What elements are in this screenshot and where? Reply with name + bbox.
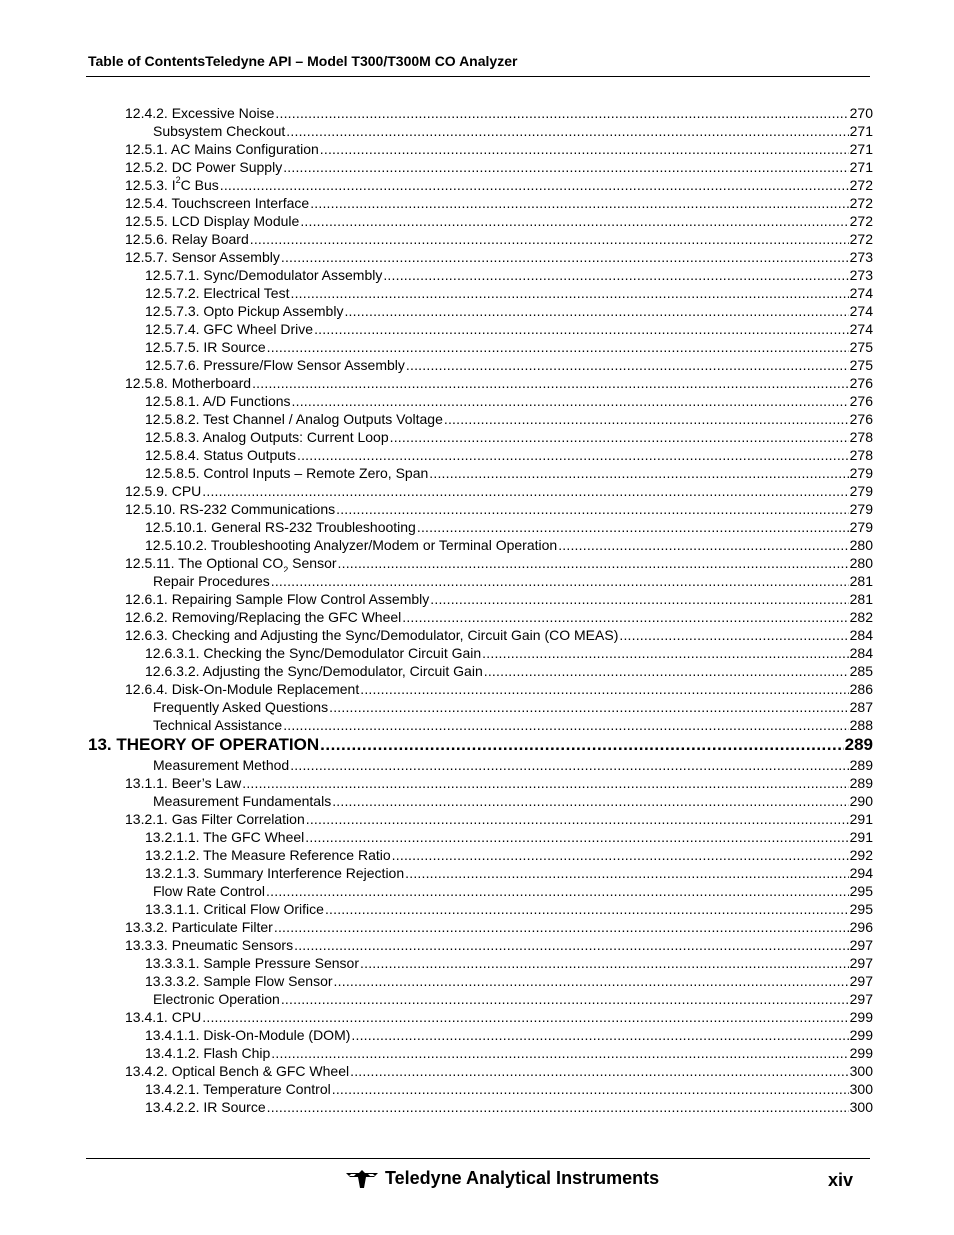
- toc-entry[interactable]: [145, 1026, 873, 1044]
- toc-page-number: 297: [849, 955, 873, 971]
- toc-entry-title: 13.4.1.2. Flash Chip: [145, 1045, 271, 1061]
- toc-entry[interactable]: [125, 176, 873, 194]
- toc-entry-title: 12.5.6. Relay Board: [125, 231, 249, 247]
- toc-entry[interactable]: [125, 1062, 873, 1080]
- toc-entry-title: 12.4.2. Excessive Noise: [125, 105, 275, 121]
- page-number: xiv: [828, 1170, 854, 1190]
- toc-entry[interactable]: [145, 446, 873, 464]
- toc-entry[interactable]: [145, 356, 873, 374]
- toc-entry-title: 13.4.2. Optical Bench & GFC Wheel: [125, 1063, 350, 1079]
- toc-entry[interactable]: [125, 104, 873, 122]
- toc-entry-title: 13.2.1. Gas Filter Correlation: [125, 811, 305, 827]
- dot-leader: [305, 828, 848, 846]
- toc-entry[interactable]: [125, 482, 873, 500]
- toc-page-number: 270: [849, 105, 873, 121]
- toc-page-number: 281: [849, 573, 873, 589]
- toc-entry-title: 12.5.9. CPU: [125, 483, 202, 499]
- toc-page-number: 295: [849, 901, 873, 917]
- toc-page-number: 278: [849, 429, 873, 445]
- dot-leader: [266, 882, 849, 900]
- toc-entry-title: 12.6.3. Checking and Adjusting the Sync/Demodulator, Circuit Gain (CO MEAS): [125, 627, 619, 643]
- toc-entry[interactable]: [125, 230, 873, 248]
- header-divider: [86, 76, 870, 77]
- toc-entry[interactable]: [125, 626, 873, 644]
- toc-page-number: 289: [849, 775, 873, 791]
- toc-page-number: 292: [849, 847, 873, 863]
- toc-entry[interactable]: [145, 518, 873, 536]
- dot-leader: [484, 662, 849, 680]
- toc-entry[interactable]: [125, 194, 873, 212]
- toc-entry[interactable]: [125, 918, 873, 936]
- toc-page-number: 272: [849, 213, 873, 229]
- dot-leader: [334, 972, 849, 990]
- dot-leader: [267, 1098, 849, 1116]
- toc-page-number: 279: [849, 519, 873, 535]
- toc-entry[interactable]: [145, 864, 873, 882]
- toc-entry-title: 12.5.8.3. Analog Outputs: Current Loop: [145, 429, 389, 445]
- toc-entry-title: Technical Assistance: [153, 717, 283, 733]
- dot-leader: [406, 356, 849, 374]
- toc-entry-title: 13.3.1.1. Critical Flow Orifice: [145, 901, 324, 917]
- toc-entry-title: 12.5.7.6. Pressure/Flow Sensor Assembly: [145, 357, 405, 373]
- toc-page-number: 297: [849, 973, 873, 989]
- toc-entry[interactable]: [125, 554, 873, 572]
- dot-leader: [306, 810, 849, 828]
- toc-page-number: 281: [849, 591, 873, 607]
- toc-entry[interactable]: [145, 846, 873, 864]
- toc-page-number: 290: [849, 793, 873, 809]
- toc-entry-title: 13.3.2. Particulate Filter: [125, 919, 273, 935]
- toc-entry[interactable]: [145, 320, 873, 338]
- toc-entry[interactable]: [153, 716, 873, 734]
- toc-entry-title: Flow Rate Control: [153, 883, 266, 899]
- dot-leader: [325, 900, 849, 918]
- toc-page-number: 299: [849, 1045, 873, 1061]
- dot-leader: [344, 302, 848, 320]
- dot-leader: [242, 774, 848, 792]
- toc-entry-title: 12.5.2. DC Power Supply: [125, 159, 283, 175]
- toc-page-number: 276: [849, 393, 873, 409]
- toc-page-number: 294: [849, 865, 873, 881]
- toc-entry[interactable]: [145, 972, 873, 990]
- toc-page-number: 278: [849, 447, 873, 463]
- toc-entry[interactable]: [145, 302, 873, 320]
- dot-leader: [360, 680, 848, 698]
- toc-page-number: 291: [849, 829, 873, 845]
- toc-page-number: 274: [849, 285, 873, 301]
- toc-page-number: 272: [849, 195, 873, 211]
- toc-page-number: 284: [849, 627, 873, 643]
- toc-entry[interactable]: [145, 662, 873, 680]
- dot-leader: [338, 554, 849, 572]
- dot-leader: [310, 194, 848, 212]
- toc-entry-title: 12.5.3. $I^2C$ Bus: [125, 176, 219, 193]
- dot-leader: [320, 140, 849, 158]
- toc-entry-title: 12.5.1. AC Mains Configuration: [125, 141, 319, 157]
- toc-entry-title: Electronic Operation: [153, 991, 280, 1007]
- toc-entry[interactable]: [153, 792, 873, 810]
- dot-leader: [290, 756, 848, 774]
- dot-leader: [271, 572, 849, 590]
- dot-leader: [290, 284, 848, 302]
- toc-entry[interactable]: [125, 500, 873, 518]
- dot-leader: [390, 428, 849, 446]
- dot-leader: [202, 482, 848, 500]
- toc-entry[interactable]: [145, 338, 873, 356]
- teledyne-logo-icon: [345, 1169, 379, 1189]
- toc-page-number: 285: [849, 663, 873, 679]
- dot-leader: [292, 392, 849, 410]
- toc-entry[interactable]: [145, 828, 873, 846]
- dot-leader: [430, 590, 848, 608]
- toc-entry[interactable]: [125, 1008, 873, 1026]
- toc-entry[interactable]: [153, 990, 873, 1008]
- toc-page-number: 291: [849, 811, 873, 827]
- toc-page-number: 272: [849, 231, 873, 247]
- dot-leader: [274, 918, 849, 936]
- toc-page-number: 297: [849, 991, 873, 1007]
- toc-entry[interactable]: [125, 608, 873, 626]
- toc-page-number: 271: [849, 159, 873, 175]
- toc-entry-title: 12.5.8.2. Test Channel / Analog Outputs Voltage: [145, 411, 443, 427]
- toc-entry[interactable]: [145, 464, 873, 482]
- toc-entry[interactable]: [153, 882, 873, 900]
- dot-leader: [314, 320, 849, 338]
- toc-entry-title: Frequently Asked Questions: [153, 699, 329, 715]
- toc-entry[interactable]: [125, 680, 873, 698]
- toc-entry-title: 13.3.3.2. Sample Flow Sensor: [145, 973, 333, 989]
- dot-leader: [271, 1044, 848, 1062]
- toc-entry-title: 12.6.3.2. Adjusting the Sync/Demodulator, Circuit Gain: [145, 663, 483, 679]
- toc-entry[interactable]: [145, 410, 873, 428]
- toc-entry-title: 13.3.3.1. Sample Pressure Sensor: [145, 955, 360, 971]
- dot-leader: [286, 122, 848, 140]
- toc-page-number: 276: [849, 411, 873, 427]
- toc-entry-title: 12.5.7.4. GFC Wheel Drive: [145, 321, 314, 337]
- toc-entry-title: Measurement Fundamentals: [153, 793, 332, 809]
- toc-entry[interactable]: [145, 536, 873, 554]
- toc-entry-title: 12.6.2. Removing/Replacing the GFC Wheel: [125, 609, 402, 625]
- toc-entry-title: 13.2.1.3. Summary Interference Rejection: [145, 865, 405, 881]
- toc-page-number: 289: [849, 757, 873, 773]
- toc-entry[interactable]: [125, 936, 873, 954]
- toc-entry-title: 12.5.7. Sensor Assembly: [125, 249, 280, 265]
- toc-page-number: 271: [849, 123, 873, 139]
- toc-entry-title: 12.5.7.3. Opto Pickup Assembly: [145, 303, 344, 319]
- toc-page-number: 287: [849, 699, 873, 715]
- toc-page-number: 273: [849, 249, 873, 265]
- toc-entry-title: 13.4.2.1. Temperature Control: [145, 1081, 331, 1097]
- toc-page-number: 300: [849, 1081, 873, 1097]
- dot-leader: [332, 792, 848, 810]
- footer: [345, 1168, 659, 1189]
- toc-entry-title: 12.6.3.1. Checking the Sync/Demodulator Circuit Gain: [145, 645, 482, 661]
- toc-entry-title: Subsystem Checkout: [153, 123, 286, 139]
- dot-leader: [417, 518, 849, 536]
- toc-chapter-entry[interactable]: [88, 734, 873, 756]
- dot-leader: [275, 104, 848, 122]
- toc-entry[interactable]: [145, 1080, 873, 1098]
- toc-page-number: 279: [849, 501, 873, 517]
- dot-leader: [360, 954, 849, 972]
- dot-leader: [444, 410, 849, 428]
- toc-entry-title: 13. THEORY OF OPERATION: [88, 735, 320, 754]
- toc-entry-title: 12.6.1. Repairing Sample Flow Control Assembly: [125, 591, 430, 607]
- toc-entry-title: 12.5.8. Motherboard: [125, 375, 252, 391]
- toc-entry[interactable]: [125, 810, 873, 828]
- dot-leader: [294, 936, 849, 954]
- toc-entry-title: 12.5.7.5. IR Source: [145, 339, 266, 355]
- toc-page-number: 300: [849, 1063, 873, 1079]
- dot-leader: [619, 626, 848, 644]
- toc-page-number: 272: [849, 177, 873, 193]
- dot-leader: [482, 644, 848, 662]
- toc-entry[interactable]: [145, 266, 873, 284]
- toc-page-number: 279: [849, 465, 873, 481]
- dot-leader: [332, 1080, 849, 1098]
- dot-leader: [351, 1026, 848, 1044]
- toc-entry[interactable]: [145, 644, 873, 662]
- toc-entry-title: 12.5.10. RS-232 Communications: [125, 501, 336, 517]
- toc-entry-title: 12.5.8.4. Status Outputs: [145, 447, 296, 463]
- toc-page-number: 297: [849, 937, 873, 953]
- toc-page-number: 274: [849, 303, 873, 319]
- dot-leader: [429, 464, 848, 482]
- dot-leader: [405, 864, 849, 882]
- dot-leader: [250, 230, 849, 248]
- toc-entry[interactable]: [153, 698, 873, 716]
- dot-leader: [267, 338, 849, 356]
- toc-entry-title: 13.4.1.1. Disk-On-Module (DOM): [145, 1027, 351, 1043]
- toc-page-number: 271: [849, 141, 873, 157]
- toc-entry-title: 12.5.10.1. General RS-232 Troubleshooting: [145, 519, 416, 535]
- toc-entry[interactable]: [153, 122, 873, 140]
- toc-page-number: 289: [844, 735, 873, 754]
- toc-page-number: 274: [849, 321, 873, 337]
- toc-page-number: 288: [849, 717, 873, 733]
- toc-page-number: 296: [849, 919, 873, 935]
- toc-entry[interactable]: [153, 756, 873, 774]
- toc-page-number: 286: [849, 681, 873, 697]
- toc-entry-title: 12.5.10.2. Troubleshooting Analyzer/Modem or Terminal Operation: [145, 537, 558, 553]
- toc-entry-title: 13.2.1.1. The GFC Wheel: [145, 829, 305, 845]
- toc-entry[interactable]: [145, 428, 873, 446]
- toc-entry[interactable]: [125, 140, 873, 158]
- dot-leader: [202, 1008, 848, 1026]
- dot-leader: [558, 536, 848, 554]
- toc-page-number: 280: [849, 537, 873, 553]
- dot-leader: [300, 212, 848, 230]
- toc-entry[interactable]: [125, 212, 873, 230]
- toc-page-number: 273: [849, 267, 873, 283]
- dot-leader: [402, 608, 848, 626]
- toc-entry[interactable]: [125, 590, 873, 608]
- toc-page-number: 299: [849, 1027, 873, 1043]
- toc-page-number: 300: [849, 1099, 873, 1115]
- toc-entry[interactable]: [125, 774, 873, 792]
- dot-leader: [320, 734, 844, 756]
- toc-entry[interactable]: [125, 374, 873, 392]
- toc-entry[interactable]: [145, 284, 873, 302]
- toc-page-number: 284: [849, 645, 873, 661]
- toc-entry[interactable]: [125, 158, 873, 176]
- toc-entry-title: 12.5.4. Touchscreen Interface: [125, 195, 310, 211]
- toc-page-number: 295: [849, 883, 873, 899]
- toc-entry[interactable]: [145, 900, 873, 918]
- toc-entry-title: 12.5.8.5. Control Inputs – Remote Zero, Span: [145, 465, 429, 481]
- toc-page-number: 299: [849, 1009, 873, 1025]
- toc-page-number: 279: [849, 483, 873, 499]
- toc-page-number: 275: [849, 357, 873, 373]
- toc-entry[interactable]: [145, 392, 873, 410]
- toc-entry-title: 12.5.7.2. Electrical Test: [145, 285, 290, 301]
- footer-company: Teledyne Analytical Instruments: [385, 1168, 660, 1188]
- dot-leader: [283, 158, 848, 176]
- toc-entry-title: 13.4.2.2. IR Source: [145, 1099, 266, 1115]
- toc-entry-title: 12.6.4. Disk-On-Module Replacement: [125, 681, 360, 697]
- footer-divider: [86, 1158, 870, 1159]
- toc-entry-title: 13.1.1. Beer’s Law: [125, 775, 242, 791]
- toc-page-number: 280: [849, 555, 873, 571]
- dot-leader: [252, 374, 849, 392]
- toc-entry-title: 13.2.1.2. The Measure Reference Ratio: [145, 847, 391, 863]
- toc-entry-title: 12.5.7.1. Sync/Demodulator Assembly: [145, 267, 383, 283]
- dot-leader: [392, 846, 849, 864]
- toc-entry-title: Repair Procedures: [153, 573, 270, 589]
- toc-page-number: 275: [849, 339, 873, 355]
- running-header: Table of ContentsTeledyne API – Model T300/T300M CO Analyzer: [88, 53, 518, 69]
- toc-page-number: 282: [849, 609, 873, 625]
- toc-page-number: 276: [849, 375, 873, 391]
- dot-leader: [281, 248, 849, 266]
- dot-leader: [383, 266, 848, 284]
- toc-entry-title: 12.5.5. LCD Display Module: [125, 213, 300, 229]
- dot-leader: [297, 446, 849, 464]
- dot-leader: [329, 698, 849, 716]
- toc-entry-title: 12.5.11. The Optional $CO_2$ Sensor: [125, 555, 337, 572]
- toc-entry-title: 13.3.3. Pneumatic Sensors: [125, 937, 294, 953]
- toc-entry[interactable]: [145, 1098, 873, 1116]
- toc-entry-title: Measurement Method: [153, 757, 290, 773]
- toc-entry[interactable]: [125, 248, 873, 266]
- dot-leader: [336, 500, 849, 518]
- dot-leader: [220, 176, 849, 194]
- toc-entry[interactable]: [145, 1044, 873, 1062]
- toc-entry[interactable]: [145, 954, 873, 972]
- dot-leader: [281, 990, 849, 1008]
- dot-leader: [283, 716, 848, 734]
- toc-entry[interactable]: [153, 572, 873, 590]
- dot-leader: [350, 1062, 849, 1080]
- toc-entry-title: 13.4.1. CPU: [125, 1009, 202, 1025]
- toc-entry-title: 12.5.8.1. A/D Functions: [145, 393, 291, 409]
